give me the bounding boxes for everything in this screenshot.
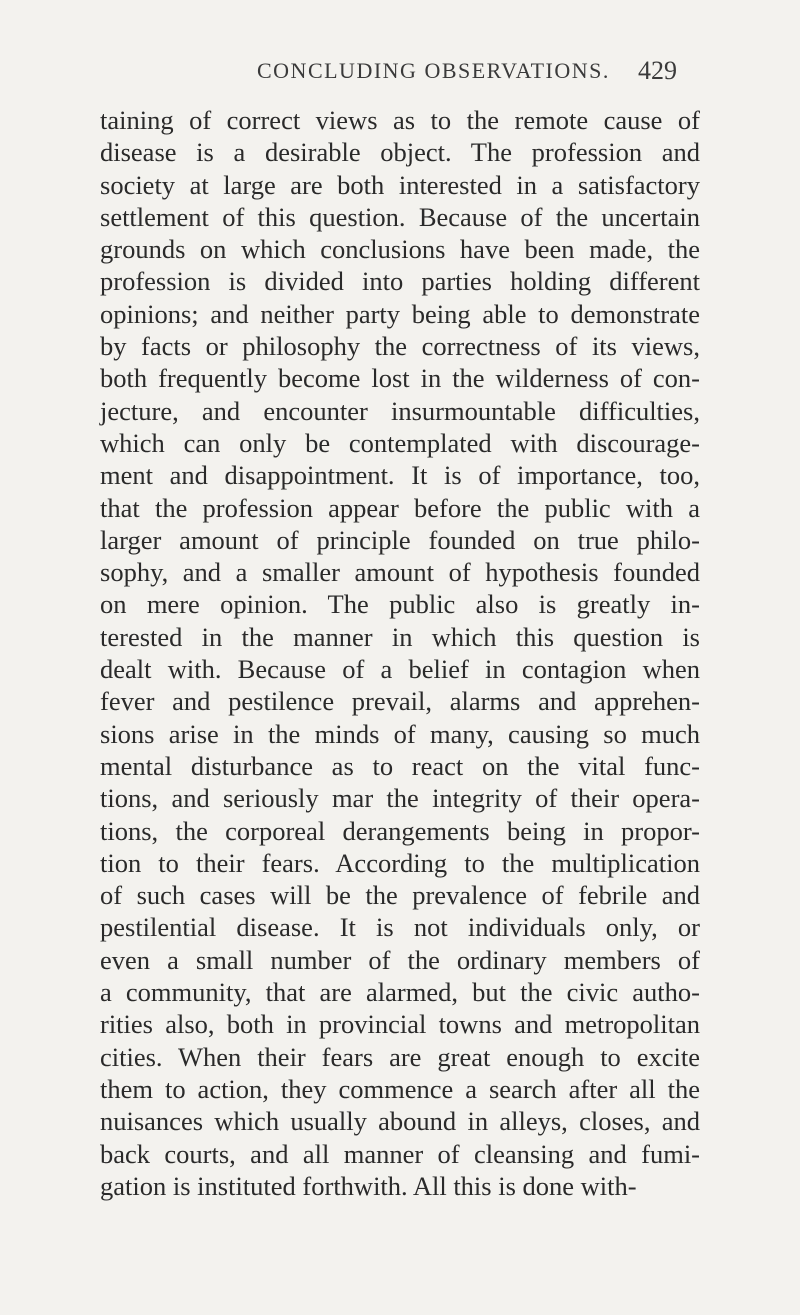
text-line: that the profession appear before the public with a — [100, 492, 700, 523]
text-line: of such cases will be the prevalence of febrile and — [100, 880, 700, 911]
running-title: CONCLUDING OBSERVATIONS. — [257, 58, 610, 83]
text-line: them to action, they commence a search after all the — [100, 1073, 700, 1104]
text-line: tions, the corporeal derangements being in propor- — [100, 815, 700, 846]
text-line: profession is divided into parties holding different — [100, 266, 700, 297]
page-number: 429 — [638, 56, 677, 85]
text-line: tions, and seriously mar the integrity of their opera- — [100, 783, 700, 814]
text-line: mental disturbance as to react on the vital func- — [100, 750, 700, 781]
text-line: terested in the manner in which this question is — [100, 621, 700, 652]
text-line: nuisances which usually abound in alleys, closes, and — [100, 1106, 700, 1137]
text-line: which can only be contemplated with discourage- — [100, 427, 700, 458]
text-line: on mere opinion. The public also is greatly in- — [100, 589, 700, 620]
text-line: fever and pestilence prevail, alarms and apprehen- — [100, 686, 700, 717]
text-line: sophy, and a smaller amount of hypothesis founded — [100, 557, 700, 588]
text-line: settlement of this question. Because of the uncertain — [100, 201, 700, 232]
text-line: gation is instituted forthwith. All this is done with- — [100, 1170, 637, 1201]
text-line: back courts, and all manner of cleansing and fumi- — [100, 1138, 700, 1169]
text-line: sions arise in the minds of many, causing so much — [100, 718, 700, 749]
text-line: taining of correct views as to the remote cause of — [100, 105, 700, 135]
text-line: grounds on which conclusions have been made, the — [100, 234, 700, 265]
text-line: rities also, both in provincial towns and metropolitan — [100, 1009, 700, 1040]
text-line: both frequently become lost in the wilderness of con- — [100, 363, 700, 394]
text-line: pestilential disease. It is not individuals only, or — [100, 912, 700, 943]
text-line: jecture, and encounter insurmountable difficulties, — [100, 395, 700, 426]
text-line: dealt with. Because of a belief in contagion when — [100, 654, 700, 685]
text-line: disease is a desirable object. The profession and — [100, 137, 700, 168]
text-line: even a small number of the ordinary members of — [100, 944, 700, 975]
body-paragraph — [100, 104, 700, 1202]
text-line: by facts or philosophy the correctness of its views, — [100, 331, 700, 362]
text-line: cities. When their fears are great enough to excite — [100, 1041, 700, 1072]
text-line: ment and disappointment. It is of importance, too, — [100, 460, 700, 491]
text-line: larger amount of principle founded on true philo- — [100, 524, 700, 555]
text-line: a community, that are alarmed, but the civic autho- — [100, 977, 700, 1008]
text-line: society at large are both interested in a satisfactory — [100, 169, 700, 200]
running-head — [0, 56, 800, 92]
text-line: tion to their fears. According to the multiplication — [100, 847, 700, 878]
text-line: opinions; and neither party being able to demonstrate — [100, 298, 700, 329]
